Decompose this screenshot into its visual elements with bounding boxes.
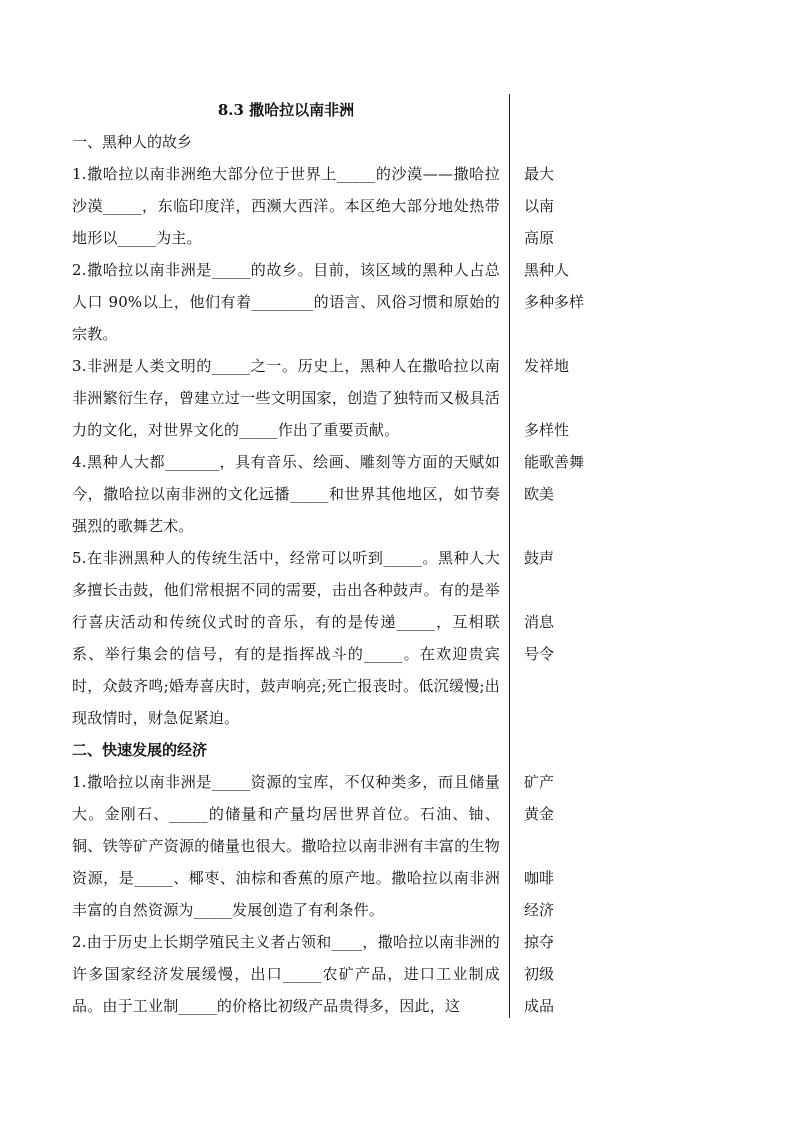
question-paragraph-6: 1.撒哈拉以南非洲是_____资源的宝库，不仅种类多，而且储量大。金刚石、_____的储量和产量均居世界首位。石油、铀、铜、铁等矿产资源的储量也很大。撒哈拉以南非洲有丰富的生物资源，是_____、椰枣、油棕和香蕉的原产地。撒哈拉以南非洲丰富的自然资源为_____发展创造了有利条件。 [72,773,500,919]
question-column [72,94,500,1022]
section-heading-2: 二、快速发展的经济 [72,741,208,759]
column-divider [509,94,510,1018]
answer-item: 初级 [524,965,555,983]
answer-item: 发祥地 [524,357,570,375]
answer-item: 掠夺 [524,933,555,951]
answer-item: 咖啡 [524,869,555,887]
question-paragraph-3: 3.非洲是人类文明的_____之一。历史上，黑种人在撒哈拉以南非洲繁衍生存，曾建立过一些文明国家，创造了独特而又极具活力的文化，对世界文化的_____作出了重要贡献。 [72,357,500,439]
answer-item: 能歌善舞 [524,453,585,471]
answer-item: 多种多样 [524,293,585,311]
answer-item: 多样性 [524,421,570,439]
answer-item: 最大 [524,165,555,183]
answer-item: 黄金 [524,805,555,823]
answer-item: 成品 [524,997,555,1015]
answer-item: 鼓声 [524,549,555,567]
question-paragraph-1: 1.撒哈拉以南非洲绝大部分位于世界上_____的沙漠——撒哈拉沙漠_____，东临印度洋，西濒大西洋。本区绝大部分地处热带地形以_____为主。 [72,165,500,247]
answer-item: 矿产 [524,773,555,791]
question-paragraph-5: 5.在非洲黑种人的传统生活中，经常可以听到_____。黑种人大多擅长击鼓，他们常根据不同的需要，击出各种鼓声。有的是举行喜庆活动和传统仪式时的音乐，有的是传递_____，互相联系、举行集会的信号，有的是指挥战斗的_____。在欢迎贵宾时，众鼓齐鸣;婚寿喜庆时，鼓声响亮;死亡报丧时。低沉缓慢;出现敌情时，财急促紧迫。 [72,549,500,727]
answer-item: 高原 [524,229,555,247]
answer-item: 消息 [524,613,555,631]
question-paragraph-4: 4.黑种人大都_______，具有音乐、绘画、雕刻等方面的天赋如今，撒哈拉以南非洲的文化远播_____和世界其他地区，如节奏强烈的歌舞艺术。 [72,453,500,535]
question-paragraph-7: 2.由于历史上长期学殖民主义者占领和____，撒哈拉以南非洲的许多国家经济发展缓慢，出口_____农矿产品，进口工业制成品。由于工业制_____的价格比初级产品贵得多，因此，这 [72,933,500,1015]
section-heading-1: 一、黑种人的故乡 [72,133,193,151]
question-paragraph-2: 2.撒哈拉以南非洲是_____的故乡。目前，该区域的黑种人占总人口 90%以上，他们有着________的语言、风俗习惯和原始的宗教。 [72,261,500,343]
answer-item: 欧美 [524,485,555,503]
answer-item: 以南 [524,197,555,215]
answer-item: 经济 [524,901,555,919]
answer-item: 号令 [524,645,555,663]
page-title: 8.3 撒哈拉以南非洲 [217,101,355,119]
answer-item: 黑种人 [524,261,570,279]
